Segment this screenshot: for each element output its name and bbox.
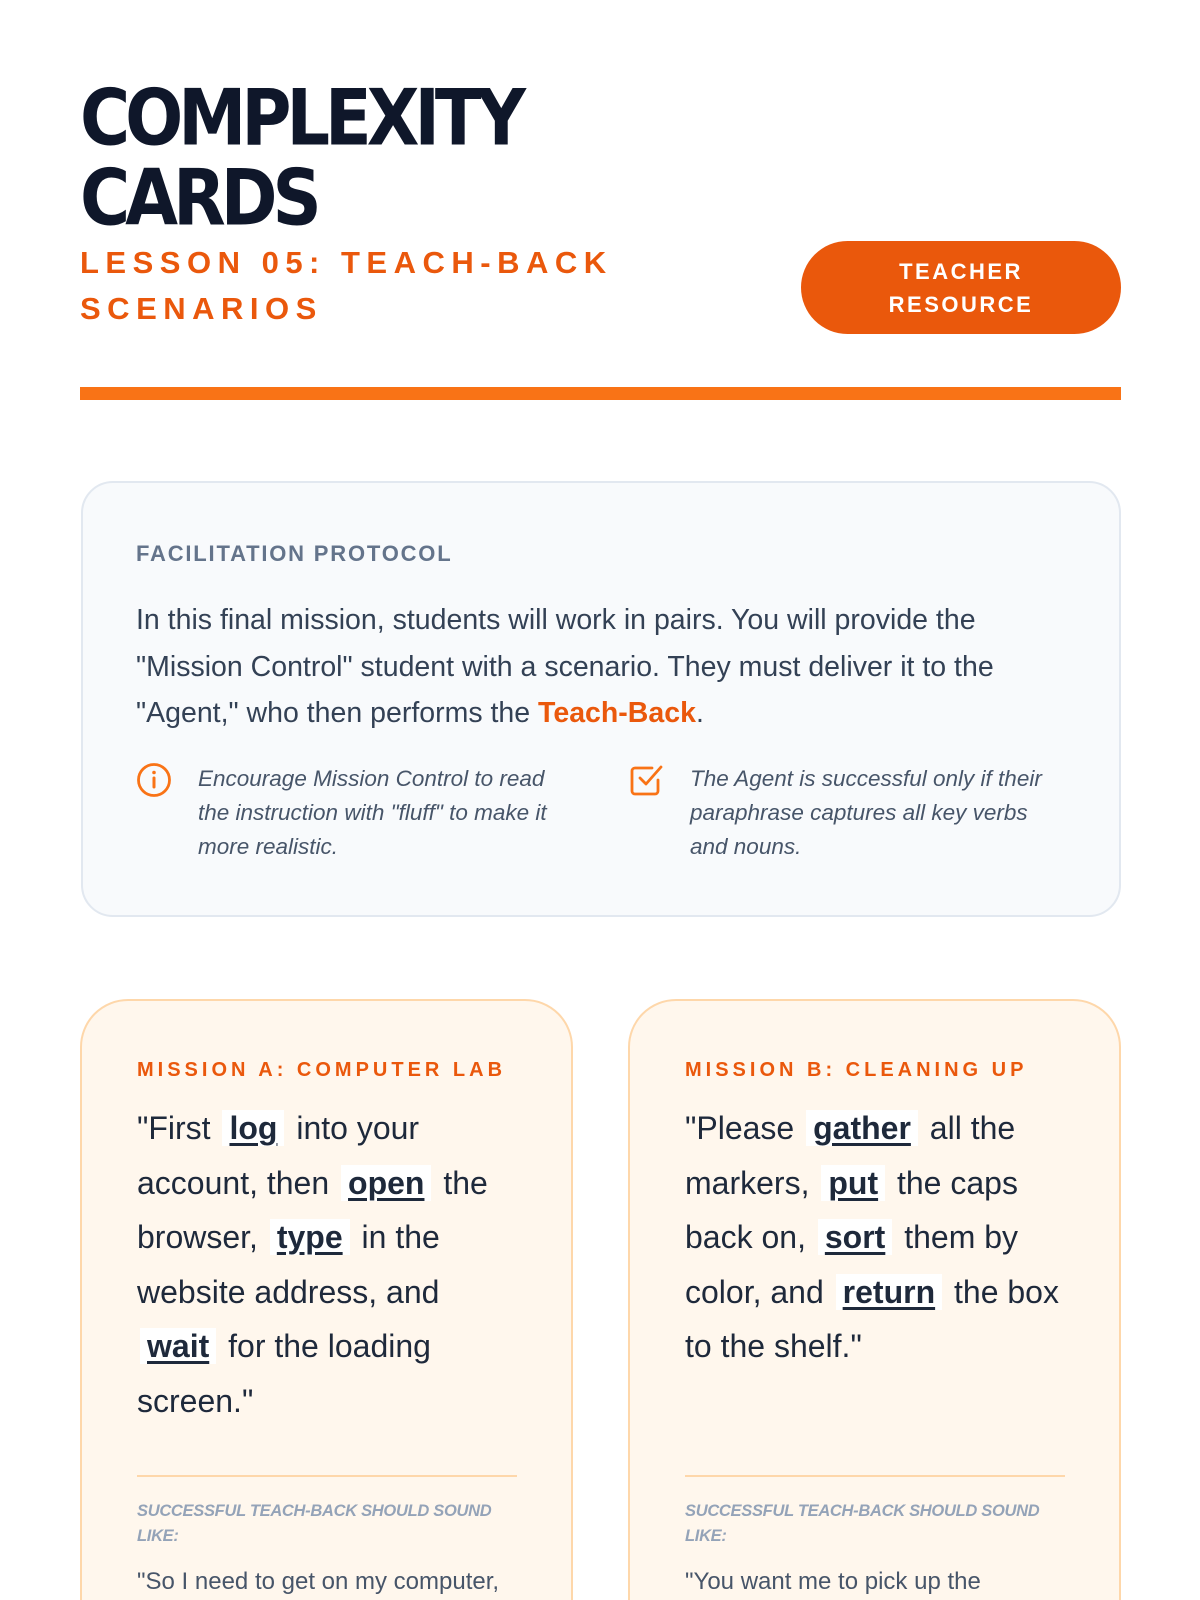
title-line-1: COMPLEXITY [80, 72, 522, 164]
quote-text: for the loading screen." [137, 1328, 431, 1419]
checkbox-icon [628, 760, 668, 800]
mission-quote [137, 1101, 517, 1428]
teachback-label: SUCCESSFUL TEACH-BACK SHOULD SOUND LIKE: [685, 1502, 1040, 1545]
info-circle-icon [136, 760, 176, 800]
lesson-subtitle: LESSON 05: TEACH-BACK SCENARIOS [80, 245, 613, 326]
page-header [80, 72, 1120, 326]
protocol-body-end: . [695, 697, 704, 729]
mission-label: MISSION B: CLEANING UP [685, 1059, 1028, 1081]
protocol-tip [136, 762, 576, 864]
key-verb: gather [806, 1110, 918, 1146]
key-verb: wait [140, 1328, 216, 1364]
key-verb: type [270, 1219, 350, 1255]
protocol-label: FACILITATION PROTOCOL [136, 541, 453, 566]
badge-line-1: TEACHER [899, 258, 1023, 284]
card-divider [685, 1475, 1065, 1477]
teachback-example: "So I need to get on my computer, [137, 1568, 500, 1595]
teachback-label: SUCCESSFUL TEACH-BACK SHOULD SOUND LIKE: [137, 1502, 492, 1545]
teacher-resource-badge [801, 241, 1121, 334]
page-title [80, 72, 720, 243]
quote-text: "First [137, 1110, 220, 1146]
teach-back-highlight: Teach-Back [538, 697, 696, 729]
teachback-example: "You want me to pick up the [685, 1568, 981, 1595]
mission-card-a [80, 999, 573, 1600]
title-line-2: CARDS [80, 151, 317, 243]
key-verb: return [836, 1274, 942, 1310]
mission-card-b [628, 999, 1121, 1600]
quote-text: into your account, then [137, 1110, 420, 1201]
quote-text: in the website address, and [137, 1219, 440, 1310]
mission-label: MISSION A: COMPUTER LAB [137, 1059, 507, 1081]
quote-text: "Please [685, 1110, 804, 1146]
protocol-body-text: In this final mission, students will work in pairs. You will provide the "Mission Control" student with a scenario. They must deliver it to the "Agent," who then performs the [136, 604, 994, 729]
mission-quote [685, 1101, 1065, 1374]
badge-line-2: RESOURCE [888, 291, 1034, 317]
key-verb: open [341, 1165, 431, 1201]
tip-text: Encourage Mission Control to read the instruction with "fluff" to make it more realistic. [198, 766, 547, 859]
key-verb: log [222, 1110, 284, 1146]
facilitation-protocol-panel [81, 481, 1121, 917]
header-divider [80, 387, 1121, 400]
card-divider [137, 1475, 517, 1477]
quote-text: all the markers, [685, 1110, 1016, 1201]
key-verb: sort [818, 1219, 892, 1255]
protocol-body [136, 597, 1056, 737]
protocol-tip [628, 762, 1068, 864]
quote-text: them by color, and [685, 1219, 1019, 1310]
quote-text: the box to the shelf." [685, 1273, 1059, 1364]
quote-text: the caps back on, [685, 1164, 1018, 1255]
tip-text: The Agent is successful only if their paraphrase captures all key verbs and nouns. [690, 766, 1042, 859]
key-verb: put [821, 1165, 885, 1201]
quote-text: the browser, [137, 1164, 488, 1255]
